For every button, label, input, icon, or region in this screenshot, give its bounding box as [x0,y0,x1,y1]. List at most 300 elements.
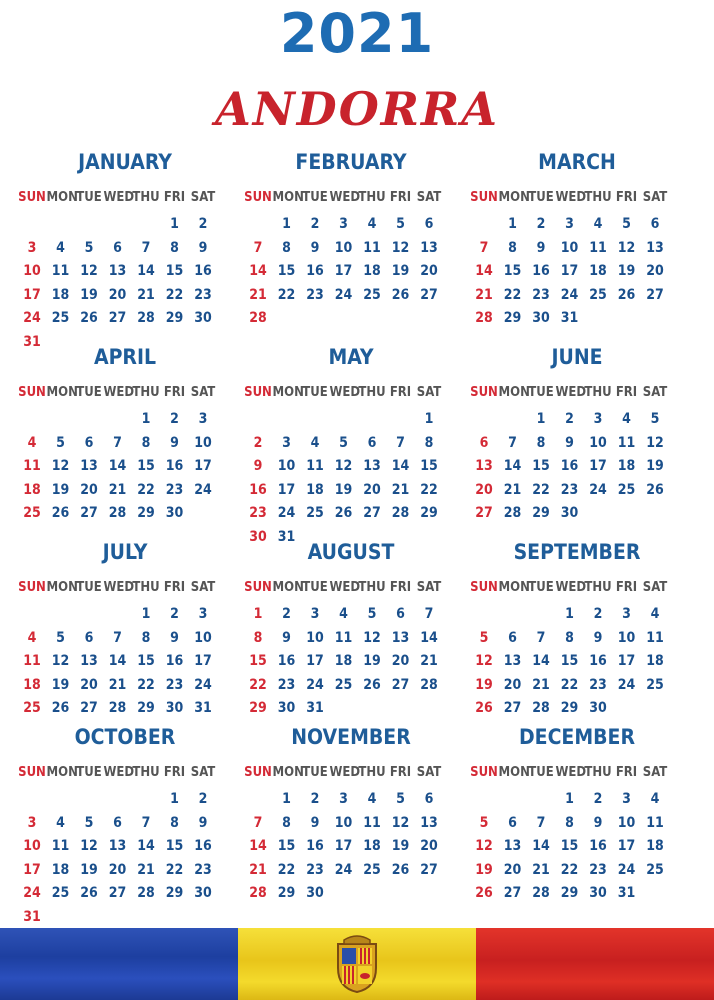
day-cell: 27 [391,676,410,693]
day-cell: 17 [306,653,324,669]
month-name: DECEMBER [518,725,636,749]
day-cell: 25 [363,286,381,303]
day-cell: 17 [277,481,296,498]
day-cell: 30 [194,310,212,326]
day-cell: 3 [282,434,291,451]
day-cell: 13 [80,653,98,669]
day-cell: 16 [589,838,607,854]
day-cell: 19 [475,861,493,878]
day-cell: 29 [277,885,296,901]
weekday-label: WED [555,385,587,400]
day-cell: 8 [170,239,179,256]
day-cell: 14 [249,263,267,279]
day-cell: 15 [165,838,184,854]
day-cell: 29 [532,505,550,521]
day-cell: 8 [141,434,151,451]
day-cell: 29 [165,310,184,326]
day-cell: 24 [277,505,296,521]
day-cell: 1 [170,791,179,807]
day-cell: 2 [170,411,179,427]
day-cell: 2 [593,791,603,807]
stock-watermark [8,760,26,900]
day-cell: 13 [503,653,522,669]
day-cell: 10 [23,263,41,279]
day-cell: 25 [23,505,41,521]
day-cell: 3 [310,606,320,622]
day-cell: 26 [51,700,70,716]
day-cell: 22 [420,481,438,498]
day-cell: 23 [560,481,579,498]
day-cell: 6 [84,434,94,451]
weekday-label: THU [358,765,386,780]
weekday-label: SAT [190,580,216,595]
weekday-label: SAT [642,190,668,205]
day-cell: 22 [137,481,155,498]
day-cell: 1 [565,791,574,807]
day-cell: 24 [23,310,41,326]
day-cell: 25 [51,310,70,326]
weekday-label: SAT [416,765,442,780]
weekday-label: FRI [163,385,186,400]
weekday-label: THU [584,580,612,595]
weekday-label: THU [584,765,612,780]
day-cell: 20 [80,481,98,498]
day-cell: 21 [108,676,127,693]
day-cell: 18 [51,861,70,878]
day-cell: 22 [532,481,550,498]
day-cell: 13 [108,263,127,279]
weekday-label: TUE [76,765,102,780]
day-cell: 4 [27,434,37,451]
day-cell: 10 [194,629,212,646]
weekday-label: THU [132,190,160,205]
weekday-label: SUN [244,385,272,400]
day-cell: 27 [475,505,493,521]
day-cell: 30 [560,505,579,521]
weekday-label: SUN [18,765,46,780]
weekday-label: FRI [389,765,412,780]
weekday-label: SUN [18,580,46,595]
weekday-label: SAT [190,385,216,400]
day-cell: 31 [617,885,636,901]
month-name: MARCH [538,150,616,174]
day-cell: 16 [560,458,579,474]
weekday-label: FRI [615,765,638,780]
day-cell: 15 [532,458,550,474]
day-cell: 8 [565,814,574,831]
weekday-label: THU [132,580,160,595]
day-cell: 31 [23,333,41,350]
day-cell: 20 [646,263,664,279]
weekday-label: WED [555,580,587,595]
weekday-label: MON [498,580,530,595]
day-cell: 23 [194,861,212,878]
day-cell: 1 [508,216,517,232]
day-cell: 22 [503,286,522,303]
day-cell: 14 [137,838,155,854]
day-cell: 13 [420,814,438,831]
weekday-label: SAT [190,765,216,780]
day-cell: 17 [334,263,353,279]
weekday-label: SUN [18,385,46,400]
day-cell: 5 [339,434,348,451]
day-cell: 24 [194,481,212,498]
day-cell: 22 [137,676,155,693]
day-cell: 25 [23,700,41,716]
day-cell: 18 [617,458,636,474]
flag-yellow-band [238,928,476,1000]
day-cell: 15 [137,458,155,474]
day-cell: 28 [532,885,550,901]
day-cell: 12 [51,653,70,669]
day-cell: 10 [277,458,296,474]
day-cell: 7 [424,606,434,622]
day-cell: 1 [141,411,151,427]
weekday-label: FRI [615,580,638,595]
day-cell: 19 [51,676,70,693]
day-cell: 24 [617,676,636,693]
day-cell: 4 [310,434,320,451]
day-cell: 26 [391,286,410,303]
day-cell: 3 [339,791,348,807]
day-cell: 20 [475,481,493,498]
day-cell: 9 [310,814,320,831]
day-cell: 6 [113,814,122,831]
weekday-label: WED [103,765,135,780]
day-cell: 17 [617,653,636,669]
day-cell: 21 [249,286,267,303]
day-cell: 19 [646,458,664,474]
day-cell: 20 [420,838,438,854]
day-cell: 5 [396,216,405,232]
day-cell: 7 [141,239,151,256]
day-cell: 29 [503,310,522,326]
andorra-flag [0,928,714,1000]
weekday-label: SAT [642,580,668,595]
day-cell: 11 [23,653,41,669]
day-cell: 25 [617,481,636,498]
weekday-label: WED [329,190,361,205]
day-cell: 6 [84,629,94,646]
day-cell: 12 [80,263,98,279]
day-cell: 11 [589,239,607,256]
day-cell: 20 [363,481,381,498]
day-cell: 19 [334,481,353,498]
weekday-label: THU [132,385,160,400]
day-cell: 5 [479,629,489,646]
day-cell: 15 [165,263,184,279]
day-cell: 11 [363,239,381,256]
weekday-label: SUN [470,580,498,595]
day-cell: 27 [80,700,98,716]
weekday-label: MON [46,580,78,595]
day-cell: 28 [420,676,438,693]
day-cell: 8 [565,629,574,646]
day-cell: 7 [253,239,263,256]
day-cell: 2 [282,606,291,622]
day-cell: 28 [137,885,155,901]
day-cell: 25 [646,676,664,693]
day-cell: 18 [646,838,664,854]
day-cell: 22 [277,286,296,303]
day-cell: 3 [593,411,603,427]
day-cell: 13 [420,239,438,256]
day-cell: 6 [424,791,434,807]
day-cell: 16 [249,481,267,498]
day-cell: 18 [334,653,353,669]
day-cell: 30 [532,310,550,326]
day-cell: 19 [617,263,636,279]
day-cell: 20 [80,676,98,693]
day-cell: 28 [108,700,127,716]
day-cell: 4 [339,606,348,622]
day-cell: 9 [593,814,603,831]
day-cell: 14 [137,263,155,279]
flag-red-band [476,928,714,1000]
day-cell: 2 [198,216,208,232]
weekday-label: THU [358,385,386,400]
day-cell: 4 [56,239,65,256]
day-cell: 11 [306,458,324,474]
day-cell: 15 [137,653,155,669]
day-cell: 31 [23,908,41,925]
day-cell: 20 [108,286,127,303]
day-cell: 29 [165,885,184,901]
day-cell: 23 [165,481,184,498]
day-cell: 1 [424,411,434,427]
day-cell: 8 [282,239,291,256]
weekday-label: MON [272,190,304,205]
weekday-label: MON [46,190,78,205]
day-cell: 1 [170,216,179,232]
day-cell: 2 [565,411,574,427]
day-cell: 16 [532,263,550,279]
day-cell: 6 [367,434,377,451]
day-cell: 5 [622,216,631,232]
weekday-label: SAT [416,580,442,595]
day-cell: 6 [508,629,517,646]
day-cell: 30 [277,700,296,716]
day-cell: 2 [593,606,603,622]
day-cell: 16 [306,263,324,279]
day-cell: 22 [560,676,579,693]
day-cell: 24 [589,481,607,498]
day-cell: 9 [253,458,263,474]
day-cell: 3 [622,606,631,622]
day-cell: 30 [589,700,607,716]
weekday-label: TUE [302,765,328,780]
day-cell: 24 [560,286,579,303]
weekday-label: SUN [244,765,272,780]
weekday-label: SAT [642,765,668,780]
weekday-label: SUN [18,190,46,205]
flag-blue-band [0,928,238,1000]
day-cell: 18 [306,481,324,498]
day-cell: 29 [137,700,155,716]
day-cell: 28 [503,505,522,521]
weekday-label: WED [555,190,587,205]
day-cell: 14 [532,838,550,854]
day-cell: 8 [508,239,517,256]
day-cell: 16 [194,838,212,854]
day-cell: 27 [503,885,522,901]
day-cell: 8 [536,434,546,451]
day-cell: 6 [424,216,434,232]
weekday-label: SUN [470,190,498,205]
day-cell: 10 [334,814,353,831]
day-cell: 28 [475,310,493,326]
day-cell: 9 [593,629,603,646]
day-cell: 27 [108,310,127,326]
day-cell: 29 [560,885,579,901]
weekday-label: WED [103,385,135,400]
day-cell: 20 [503,861,522,878]
day-cell: 24 [617,861,636,878]
day-cell: 12 [475,838,493,854]
day-cell: 19 [391,838,410,854]
day-cell: 26 [80,310,98,326]
day-cell: 30 [249,528,267,545]
day-cell: 30 [306,885,324,901]
day-cell: 13 [391,629,410,646]
day-cell: 3 [339,216,348,232]
day-cell: 19 [80,861,98,878]
day-cell: 22 [165,286,184,303]
day-cell: 6 [396,606,405,622]
day-cell: 17 [194,653,212,669]
day-cell: 21 [532,676,550,693]
day-cell: 2 [310,791,320,807]
weekday-label: MON [498,190,530,205]
month-name: APRIL [93,345,157,369]
day-cell: 15 [560,653,579,669]
day-cell: 7 [536,814,546,831]
weekday-label: MON [46,765,78,780]
weekday-label: MON [498,385,530,400]
day-cell: 8 [424,434,434,451]
day-cell: 2 [310,216,320,232]
day-cell: 2 [253,434,263,451]
day-cell: 27 [646,286,664,303]
day-cell: 1 [536,411,546,427]
day-cell: 26 [363,676,381,693]
day-cell: 28 [137,310,155,326]
day-cell: 4 [27,629,37,646]
day-cell: 10 [589,434,607,451]
day-cell: 10 [194,434,212,451]
day-cell: 3 [198,606,208,622]
day-cell: 9 [170,434,179,451]
day-cell: 17 [334,838,353,854]
day-cell: 20 [420,263,438,279]
day-cell: 15 [277,838,296,854]
day-cell: 8 [282,814,291,831]
day-cell: 10 [617,629,636,646]
day-cell: 4 [56,814,65,831]
weekday-label: FRI [389,580,412,595]
day-cell: 11 [23,458,41,474]
day-cell: 9 [198,814,208,831]
month-name: FEBRUARY [295,150,407,174]
weekday-label: TUE [76,580,102,595]
day-cell: 13 [503,838,522,854]
weekday-label: TUE [528,765,554,780]
day-cell: 21 [503,481,522,498]
day-cell: 24 [334,861,353,878]
day-cell: 17 [194,458,212,474]
day-cell: 19 [475,676,493,693]
day-cell: 12 [391,239,410,256]
day-cell: 15 [277,263,296,279]
day-cell: 2 [198,791,208,807]
weekday-label: TUE [302,190,328,205]
month-name: JANUARY [78,150,172,174]
day-cell: 9 [536,239,546,256]
month-name: MAY [328,345,374,369]
day-cell: 28 [249,310,267,326]
weekday-label: SUN [470,385,498,400]
day-cell: 23 [306,861,324,878]
day-cell: 31 [560,310,579,326]
day-cell: 21 [108,481,127,498]
weekday-label: THU [584,385,612,400]
day-cell: 18 [363,838,381,854]
day-cell: 17 [560,263,579,279]
weekday-label: TUE [302,385,328,400]
day-cell: 6 [479,434,489,451]
day-cell: 29 [560,700,579,716]
day-cell: 17 [589,458,607,474]
day-cell: 13 [475,458,493,474]
day-cell: 5 [84,814,94,831]
day-cell: 27 [363,505,381,521]
day-cell: 23 [589,676,607,693]
day-cell: 10 [560,239,579,256]
day-cell: 16 [589,653,607,669]
day-cell: 27 [420,861,438,878]
day-cell: 1 [282,216,291,232]
weekday-label: FRI [163,190,186,205]
weekday-label: MON [272,580,304,595]
day-cell: 24 [334,286,353,303]
day-cell: 12 [334,458,353,474]
weekday-label: FRI [615,385,638,400]
weekday-label: WED [555,765,587,780]
day-cell: 16 [165,458,184,474]
day-cell: 20 [503,676,522,693]
weekday-label: SUN [244,190,272,205]
day-cell: 16 [277,653,296,669]
coat-of-arms-icon [334,934,380,994]
day-cell: 29 [420,505,438,521]
weekday-label: FRI [163,580,186,595]
day-cell: 21 [391,481,410,498]
day-cell: 22 [249,676,267,693]
day-cell: 13 [108,838,127,854]
day-cell: 12 [617,239,636,256]
day-cell: 31 [194,700,212,716]
day-cell: 23 [589,861,607,878]
day-cell: 12 [80,838,98,854]
day-cell: 7 [253,814,263,831]
weekday-label: WED [329,580,361,595]
day-cell: 29 [249,700,267,716]
month-name: NOVEMBER [291,725,411,749]
day-cell: 7 [113,434,122,451]
country-title: ANDORRA [215,82,499,136]
day-cell: 23 [306,286,324,303]
day-cell: 26 [475,700,493,716]
